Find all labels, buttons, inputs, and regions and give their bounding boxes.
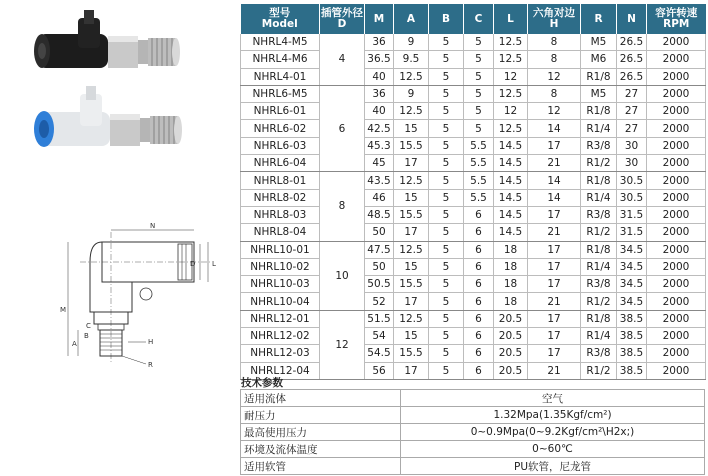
header-rpm: 容许转速 RPM (647, 4, 706, 34)
value-cell: 5.5 (464, 137, 494, 154)
model-cell: NHRL4-M6 (241, 51, 320, 68)
header-m: M (365, 4, 394, 34)
value-cell: 18 (494, 276, 528, 293)
value-cell: 2000 (647, 310, 706, 327)
table-row (241, 310, 706, 327)
spec-table (240, 4, 706, 380)
value-cell: 17 (528, 328, 581, 345)
table-row (241, 276, 706, 293)
value-cell: 5.5 (464, 155, 494, 172)
value-cell: 15 (394, 120, 429, 137)
value-cell: R3/8 (581, 137, 617, 154)
value-cell: 6 (464, 345, 494, 362)
value-cell: 17 (528, 241, 581, 258)
value-cell: 12 (494, 68, 528, 85)
header-a: A (394, 4, 429, 34)
table-row (241, 328, 706, 345)
table-row (241, 258, 706, 275)
tech-row (241, 441, 705, 458)
model-cell: NHRL8-02 (241, 189, 320, 206)
value-cell: 12.5 (394, 103, 429, 120)
model-cell: NHRL10-03 (241, 276, 320, 293)
value-cell: R1/8 (581, 241, 617, 258)
value-cell: 26.5 (617, 34, 647, 51)
value-cell: 45.3 (365, 137, 394, 154)
model-cell: NHRL4-M5 (241, 34, 320, 51)
value-cell: 5 (464, 68, 494, 85)
value-cell: 9 (394, 85, 429, 102)
value-cell: 17 (528, 258, 581, 275)
value-cell: 5 (464, 120, 494, 137)
header-c: C (464, 4, 494, 34)
tech-value: 0~60℃ (401, 441, 705, 458)
value-cell: 17 (528, 310, 581, 327)
value-cell: 5 (429, 68, 464, 85)
value-cell: 47.5 (365, 241, 394, 258)
value-cell: 30 (617, 137, 647, 154)
value-cell: 54.5 (365, 345, 394, 362)
value-cell: R1/4 (581, 328, 617, 345)
value-cell: 5 (464, 34, 494, 51)
model-cell: NHRL12-03 (241, 345, 320, 362)
tech-row (241, 407, 705, 424)
table-row (241, 120, 706, 137)
header-n: N (617, 4, 647, 34)
model-cell: NHRL12-02 (241, 328, 320, 345)
tech-label: 适用流体 (241, 390, 401, 407)
value-cell: 18 (494, 258, 528, 275)
value-cell: 6 (464, 362, 494, 379)
tech-label: 环境及流体温度 (241, 441, 401, 458)
value-cell: 14.5 (494, 155, 528, 172)
value-cell: 6 (464, 310, 494, 327)
model-cell: NHRL8-01 (241, 172, 320, 189)
value-cell: 2000 (647, 189, 706, 206)
value-cell: 9 (394, 34, 429, 51)
value-cell: 20.5 (494, 328, 528, 345)
value-cell: 14 (528, 172, 581, 189)
value-cell: 5 (429, 224, 464, 241)
value-cell: 2000 (647, 172, 706, 189)
model-cell: NHRL12-01 (241, 310, 320, 327)
value-cell: 12.5 (394, 68, 429, 85)
tech-value: 1.32Mpa(1.35Kgf/cm²) (401, 407, 705, 424)
value-cell: 21 (528, 155, 581, 172)
value-cell: 8 (528, 34, 581, 51)
value-cell: 12.5 (394, 172, 429, 189)
value-cell: 2000 (647, 68, 706, 85)
value-cell: 5 (429, 258, 464, 275)
table-row (241, 224, 706, 241)
header-model: 型号 Model (241, 4, 320, 34)
tech-body (241, 390, 705, 475)
value-cell: 50 (365, 224, 394, 241)
value-cell: 15 (394, 258, 429, 275)
value-cell: 2000 (647, 293, 706, 310)
value-cell: 15.5 (394, 137, 429, 154)
value-cell: 5 (429, 189, 464, 206)
value-cell: 2000 (647, 258, 706, 275)
value-cell: 34.5 (617, 276, 647, 293)
value-cell: 8 (528, 85, 581, 102)
value-cell: 2000 (647, 362, 706, 379)
value-cell: 5 (429, 172, 464, 189)
model-cell: NHRL12-04 (241, 362, 320, 379)
value-cell: 6 (464, 206, 494, 223)
header-tube-od: 插管外径 D (320, 4, 365, 34)
value-cell: 17 (394, 224, 429, 241)
dim-label-d: D (190, 260, 196, 268)
model-cell: NHRL8-03 (241, 206, 320, 223)
tube-od-cell: 12 (320, 310, 365, 379)
value-cell: 42.5 (365, 120, 394, 137)
value-cell: 2000 (647, 51, 706, 68)
value-cell: R1/8 (581, 68, 617, 85)
value-cell: 5 (429, 293, 464, 310)
value-cell: 15 (394, 189, 429, 206)
value-cell: 15.5 (394, 345, 429, 362)
value-cell: 2000 (647, 206, 706, 223)
value-cell: 12 (494, 103, 528, 120)
value-cell: 56 (365, 362, 394, 379)
value-cell: 15.5 (394, 206, 429, 223)
tech-value: PU软管，尼龙管 (401, 458, 705, 475)
value-cell: R1/4 (581, 189, 617, 206)
dim-label-c: C (86, 322, 91, 330)
dim-label-n: N (150, 222, 156, 230)
table-row (241, 362, 706, 379)
value-cell: 5 (429, 206, 464, 223)
black-fitting-photo (30, 8, 190, 88)
tube-od-cell: 6 (320, 85, 365, 171)
value-cell: R1/2 (581, 155, 617, 172)
value-cell: 52 (365, 293, 394, 310)
table-row (241, 137, 706, 154)
value-cell: R1/4 (581, 258, 617, 275)
value-cell: 2000 (647, 276, 706, 293)
value-cell: 2000 (647, 328, 706, 345)
value-cell: 5 (429, 310, 464, 327)
dim-label-h: H (148, 338, 154, 346)
value-cell: 38.5 (617, 345, 647, 362)
value-cell: 21 (528, 293, 581, 310)
table-row (241, 172, 706, 189)
value-cell: 14.5 (494, 224, 528, 241)
value-cell: 12.5 (494, 85, 528, 102)
value-cell: 38.5 (617, 362, 647, 379)
value-cell: 36.5 (365, 51, 394, 68)
blue-fitting-photo (30, 86, 190, 166)
value-cell: 27 (617, 120, 647, 137)
dim-label-a: A (72, 340, 77, 348)
header-l: L (494, 4, 528, 34)
tech-row (241, 458, 705, 475)
dim-label-r: R (148, 361, 153, 369)
table-row (241, 345, 706, 362)
value-cell: 14.5 (494, 137, 528, 154)
model-cell: NHRL6-01 (241, 103, 320, 120)
value-cell: 5 (429, 34, 464, 51)
value-cell: 30.5 (617, 172, 647, 189)
value-cell: M5 (581, 85, 617, 102)
value-cell: 18 (494, 293, 528, 310)
table-row (241, 189, 706, 206)
model-cell: NHRL6-02 (241, 120, 320, 137)
value-cell: 2000 (647, 34, 706, 51)
value-cell: 5 (429, 103, 464, 120)
value-cell: R3/8 (581, 206, 617, 223)
tube-od-cell: 8 (320, 172, 365, 241)
value-cell: 2000 (647, 241, 706, 258)
value-cell: 26.5 (617, 68, 647, 85)
value-cell: R1/2 (581, 224, 617, 241)
value-cell: 21 (528, 224, 581, 241)
value-cell: 5.5 (464, 172, 494, 189)
value-cell: 48.5 (365, 206, 394, 223)
dim-label-m: M (60, 306, 67, 314)
value-cell: 17 (394, 293, 429, 310)
value-cell: 2000 (647, 224, 706, 241)
value-cell: 26.5 (617, 51, 647, 68)
value-cell: 38.5 (617, 328, 647, 345)
model-cell: NHRL6-M5 (241, 85, 320, 102)
value-cell: 9.5 (394, 51, 429, 68)
value-cell: 31.5 (617, 224, 647, 241)
spec-body (241, 34, 706, 379)
value-cell: 15.5 (394, 276, 429, 293)
value-cell: 17 (528, 206, 581, 223)
value-cell: 14.5 (494, 189, 528, 206)
value-cell: 5 (429, 276, 464, 293)
value-cell: 12.5 (394, 241, 429, 258)
value-cell: 2000 (647, 137, 706, 154)
value-cell: 5 (429, 241, 464, 258)
tube-od-cell: 10 (320, 241, 365, 310)
value-cell: 8 (528, 51, 581, 68)
tech-row (241, 390, 705, 407)
header-b: B (429, 4, 464, 34)
spec-header-row (241, 4, 706, 34)
value-cell: 5 (429, 51, 464, 68)
table-row (241, 68, 706, 85)
value-cell: 45 (365, 155, 394, 172)
value-cell: 14 (528, 120, 581, 137)
value-cell: 50 (365, 258, 394, 275)
value-cell: 12.5 (494, 34, 528, 51)
value-cell: 27 (617, 103, 647, 120)
value-cell: 6 (464, 224, 494, 241)
value-cell: 30 (617, 155, 647, 172)
value-cell: 40 (365, 68, 394, 85)
model-cell: NHRL6-04 (241, 155, 320, 172)
value-cell: 12.5 (494, 51, 528, 68)
value-cell: 17 (394, 362, 429, 379)
value-cell: 27 (617, 85, 647, 102)
value-cell: 15 (394, 328, 429, 345)
value-cell: 17 (528, 137, 581, 154)
table-row (241, 155, 706, 172)
value-cell: 12.5 (494, 120, 528, 137)
tech-label: 最高使用压力 (241, 424, 401, 441)
value-cell: 12 (528, 68, 581, 85)
value-cell: 2000 (647, 85, 706, 102)
value-cell: 12.5 (394, 310, 429, 327)
value-cell: 20.5 (494, 362, 528, 379)
value-cell: 20.5 (494, 345, 528, 362)
model-cell: NHRL10-01 (241, 241, 320, 258)
value-cell: 43.5 (365, 172, 394, 189)
tech-table (240, 389, 705, 475)
table-row (241, 103, 706, 120)
value-cell: 36 (365, 34, 394, 51)
value-cell: R3/8 (581, 345, 617, 362)
value-cell: 2000 (647, 155, 706, 172)
value-cell: 36 (365, 85, 394, 102)
model-cell: NHRL6-03 (241, 137, 320, 154)
value-cell: 5 (429, 155, 464, 172)
table-row (241, 206, 706, 223)
value-cell: 6 (464, 258, 494, 275)
value-cell: 6 (464, 328, 494, 345)
value-cell: 50.5 (365, 276, 394, 293)
table-row (241, 241, 706, 258)
value-cell: 5 (429, 345, 464, 362)
header-r: R (581, 4, 617, 34)
tech-title: 技术参数 (241, 377, 283, 389)
value-cell: 34.5 (617, 241, 647, 258)
value-cell: 34.5 (617, 258, 647, 275)
value-cell: 38.5 (617, 310, 647, 327)
value-cell: 5 (464, 85, 494, 102)
tube-od-cell: 4 (320, 34, 365, 85)
value-cell: M6 (581, 51, 617, 68)
value-cell: 30.5 (617, 189, 647, 206)
table-row (241, 51, 706, 68)
value-cell: R1/2 (581, 293, 617, 310)
value-cell: R1/8 (581, 103, 617, 120)
model-cell: NHRL10-02 (241, 258, 320, 275)
model-cell: NHRL4-01 (241, 68, 320, 85)
value-cell: R3/8 (581, 276, 617, 293)
value-cell: 6 (464, 276, 494, 293)
value-cell: R1/8 (581, 172, 617, 189)
value-cell: 18 (494, 241, 528, 258)
header-hex: 六角对边 H (528, 4, 581, 34)
table-row (241, 293, 706, 310)
value-cell: 21 (528, 362, 581, 379)
value-cell: 17 (528, 345, 581, 362)
value-cell: 34.5 (617, 293, 647, 310)
value-cell: 2000 (647, 103, 706, 120)
tech-label: 耐压力 (241, 407, 401, 424)
value-cell: M5 (581, 34, 617, 51)
dim-label-b: B (84, 332, 89, 340)
value-cell: 12 (528, 103, 581, 120)
tech-value: 0~0.9Mpa(0~9.2Kgf/cm²\H2x;) (401, 424, 705, 441)
value-cell: R1/8 (581, 310, 617, 327)
table-row (241, 85, 706, 102)
model-cell: NHRL10-04 (241, 293, 320, 310)
value-cell: 5 (429, 328, 464, 345)
value-cell: 5 (429, 85, 464, 102)
value-cell: R1/4 (581, 120, 617, 137)
value-cell: 14.5 (494, 172, 528, 189)
value-cell: 2000 (647, 120, 706, 137)
value-cell: 5 (464, 103, 494, 120)
value-cell: 5.5 (464, 189, 494, 206)
value-cell: 6 (464, 293, 494, 310)
value-cell: 54 (365, 328, 394, 345)
value-cell: 40 (365, 103, 394, 120)
dimension-drawing (50, 222, 230, 386)
tech-label: 适用软管 (241, 458, 401, 475)
value-cell: 46 (365, 189, 394, 206)
tech-value: 空气 (401, 390, 705, 407)
value-cell: 14 (528, 189, 581, 206)
value-cell: 5 (429, 120, 464, 137)
value-cell: 5 (429, 362, 464, 379)
model-cell: NHRL8-04 (241, 224, 320, 241)
tech-row (241, 424, 705, 441)
value-cell: 5 (429, 137, 464, 154)
value-cell: 6 (464, 241, 494, 258)
value-cell: 31.5 (617, 206, 647, 223)
dim-label-l: L (212, 260, 216, 268)
value-cell: 20.5 (494, 310, 528, 327)
value-cell: R1/2 (581, 362, 617, 379)
value-cell: 51.5 (365, 310, 394, 327)
table-row (241, 34, 706, 51)
value-cell: 17 (528, 276, 581, 293)
value-cell: 14.5 (494, 206, 528, 223)
value-cell: 5 (464, 51, 494, 68)
value-cell: 17 (394, 155, 429, 172)
value-cell: 2000 (647, 345, 706, 362)
